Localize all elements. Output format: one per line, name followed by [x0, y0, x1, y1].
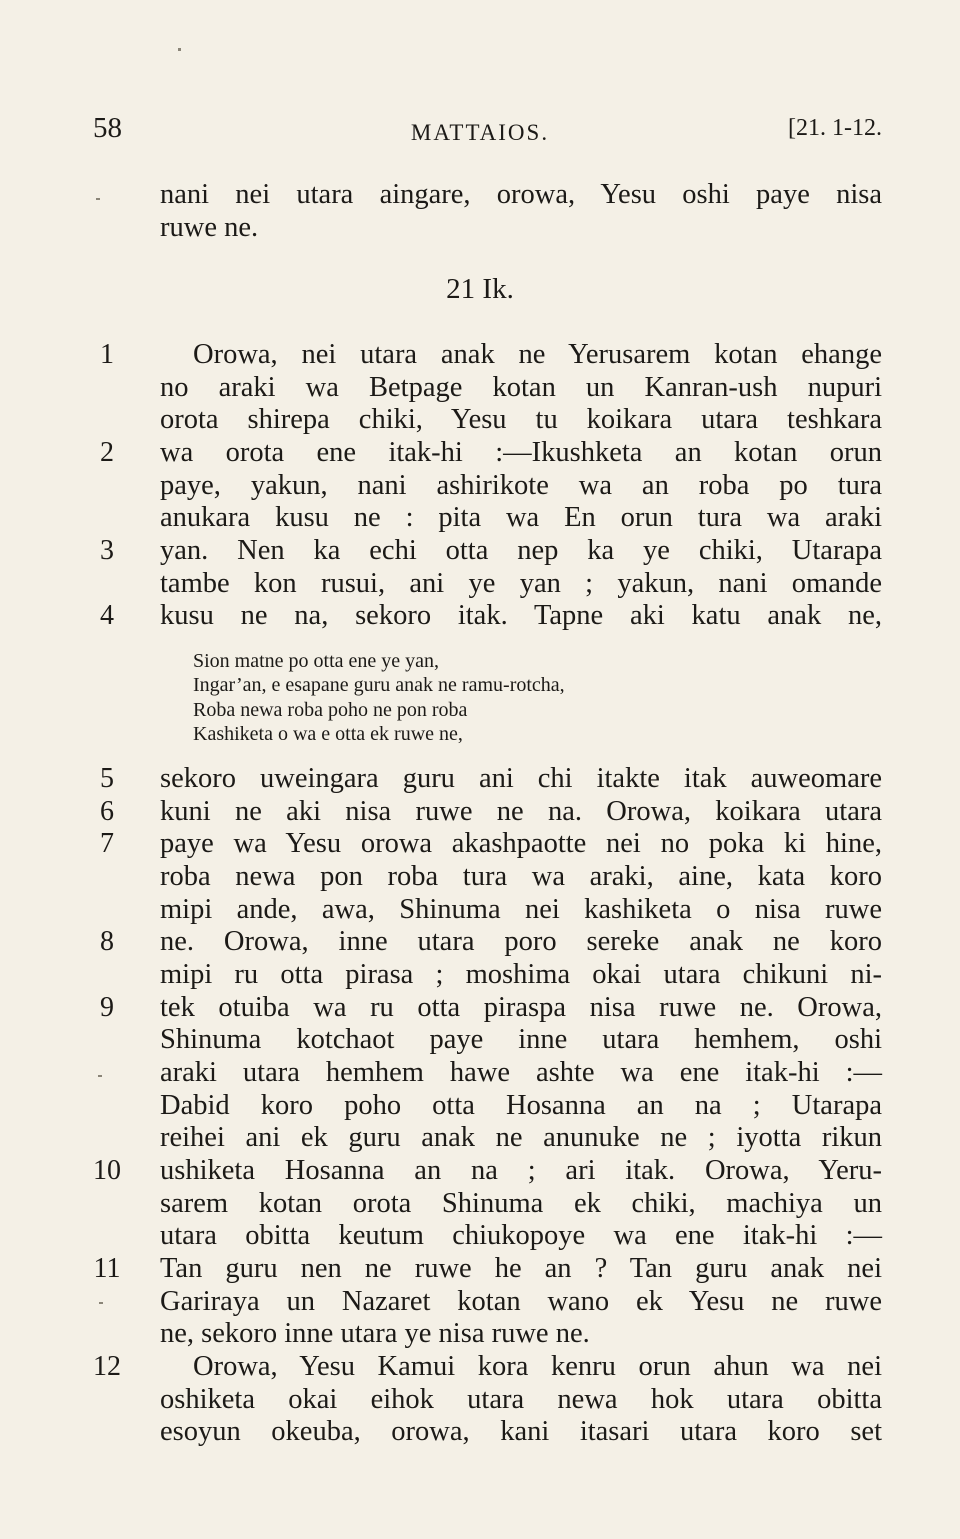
text-line: mipi ru otta pirasa ; moshima okai utara chikuni ni-	[160, 959, 882, 990]
poem-line: Kashiketa o wa e otta ek ruwe ne,	[193, 723, 463, 745]
poem-line: Roba newa roba poho ne pon roba	[193, 699, 468, 721]
text-line: wa orota ene itak-hi :—Ikushketa an kotan orun	[160, 437, 882, 468]
verse-number: 2	[100, 437, 114, 468]
text-line: kuni ne aki nisa ruwe ne na. Orowa, koikara utara	[160, 796, 882, 827]
text-line: araki utara hemhem hawe ashte wa ene itak-hi :—	[160, 1057, 882, 1088]
text-line: sekoro uweingara guru ani chi itakte itak auweomare	[160, 763, 882, 794]
text-line: yan. Nen ka echi otta nep ka ye chiki, Utarapa	[160, 535, 882, 566]
verse-number: 10	[93, 1155, 121, 1186]
text-line: reihei ani ek guru anak ne anunuke ne ; iyotta rikun	[160, 1122, 882, 1153]
text-line: Gariraya un Nazaret kotan wano ek Yesu ne ruwe	[160, 1286, 882, 1317]
text-line: sarem kotan orota Shinuma ek chiki, machiya un	[160, 1188, 882, 1219]
poem-line: Ingar’an, e esapane guru anak ne ramu-rotcha,	[193, 674, 565, 696]
running-title: MATTAIOS.	[410, 120, 550, 145]
text-line: utara obitta keutum chiukopoye wa ene itak-hi :—	[160, 1220, 882, 1251]
text-line: paye, yakun, nani ashirikote wa an roba po tura	[160, 470, 882, 501]
verse-number: 12	[93, 1351, 121, 1382]
page-number: 58	[93, 112, 122, 144]
text-line: tek otuiba wa ru otta piraspa nisa ruwe ne. Orowa,	[160, 992, 882, 1023]
text-line: ne. Orowa, inne utara poro sereke anak ne koro	[160, 926, 882, 957]
margin-mark	[99, 1302, 103, 1304]
text-line: ushiketa Hosanna an na ; ari itak. Orowa, Yeru-	[160, 1155, 882, 1186]
verse-number: 8	[100, 926, 114, 957]
text-line: ruwe ne.	[160, 212, 259, 243]
text-line: orota shirepa chiki, Yesu tu koikara utara teshkara	[160, 404, 882, 435]
margin-mark	[96, 198, 100, 200]
text-line: roba newa pon roba tura wa araki, aine, kata koro	[160, 861, 882, 892]
text-line: oshiketa okai eihok utara newa hok utara obitta	[160, 1384, 882, 1415]
text-line: mipi ande, awa, Shinuma nei kashiketa o nisa ruwe	[160, 894, 882, 925]
text-line: kusu ne na, sekoro itak. Tapne aki katu anak ne,	[160, 600, 882, 631]
verse-number: 7	[100, 828, 114, 859]
text-line: no araki wa Betpage kotan un Kanran-ush nupuri	[160, 372, 882, 403]
poem-line: Sion matne po otta ene ye yan,	[193, 650, 440, 672]
chapter-heading: 21 Ik.	[446, 273, 514, 305]
text-line: paye wa Yesu orowa akashpaotte nei no poka ki hine,	[160, 828, 882, 859]
text-line: esoyun okeuba, orowa, kani itasari utara koro set	[160, 1416, 882, 1447]
speck-mark	[178, 48, 181, 51]
verse-number: 9	[100, 992, 114, 1023]
text-line: Shinuma kotchaot paye inne utara hemhem, oshi	[160, 1024, 882, 1055]
text-line: anukara kusu ne : pita wa En orun tura wa araki	[160, 502, 882, 533]
text-line: Orowa, nei utara anak ne Yerusarem kotan ehange	[193, 339, 882, 370]
verse-number: 5	[100, 763, 114, 794]
chapter-verse-reference: [21. 1-12.	[788, 115, 882, 141]
verse-number: 4	[100, 600, 114, 631]
text-line: Tan guru nen ne ruwe he an ? Tan guru anak nei	[160, 1253, 882, 1284]
text-line: Dabid koro poho otta Hosanna an na ; Utarapa	[160, 1090, 882, 1121]
text-line: Orowa, Yesu Kamui kora kenru orun ahun wa nei	[193, 1351, 882, 1382]
verse-number: 3	[100, 535, 114, 566]
text-line: nani nei utara aingare, orowa, Yesu oshi paye nisa	[160, 179, 882, 210]
margin-mark	[98, 1075, 102, 1077]
verse-number: 6	[100, 796, 114, 827]
text-line: tambe kon rusui, ani ye yan ; yakun, nani omande	[160, 568, 882, 599]
verse-number: 1	[100, 339, 114, 370]
verse-number: 11	[93, 1253, 121, 1284]
text-line: ne, sekoro inne utara ye nisa ruwe ne.	[160, 1318, 590, 1349]
